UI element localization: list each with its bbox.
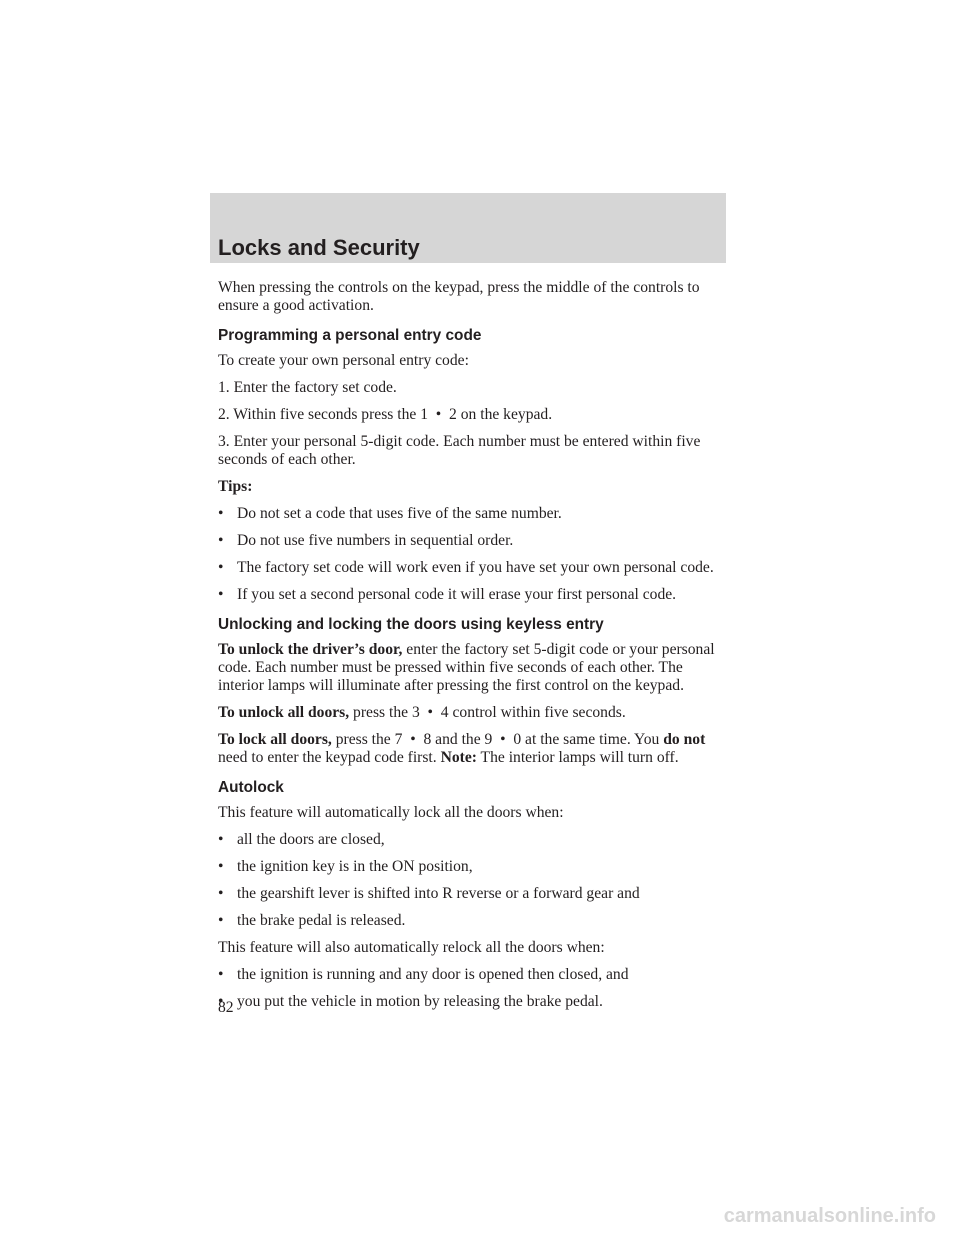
tips-list	[218, 505, 730, 604]
lock-all-paragraph	[218, 731, 730, 767]
autolock-item: • the gearshift lever is shifted into R reverse or a forward gear and	[218, 885, 730, 903]
keyless-heading: Unlocking and locking the doors using keyless entry	[218, 616, 604, 633]
lock-all-text-2: need to enter the keypad code first.	[218, 749, 441, 766]
intro-paragraph: When pressing the controls on the keypad, press the middle of the controls to ensure a good activation.	[218, 279, 700, 314]
autolock-item: • you put the vehicle in motion by releasing the brake pedal.	[218, 993, 730, 1011]
autolock-list-2	[218, 966, 730, 1011]
tips-label: Tips:	[218, 478, 253, 495]
tip-item: • Do not set a code that uses five of the same number.	[218, 505, 730, 523]
unlock-all-label: To unlock all doors,	[218, 704, 350, 721]
tip-item: • If you set a second personal code it will erase your first personal code.	[218, 586, 730, 604]
page-number: 82	[218, 999, 234, 1016]
tip-item: • Do not use five numbers in sequential order.	[218, 532, 730, 550]
unlock-all-text: press the 3 • 4 control within five seconds.	[349, 704, 626, 721]
programming-step: 2. Within five seconds press the 1 • 2 on the keypad.	[218, 406, 553, 423]
autolock-item: • the ignition key is in the ON position,	[218, 858, 730, 876]
footer-watermark: carmanualsonline.info	[723, 1205, 936, 1227]
autolock-lead: This feature will automatically lock all the doors when:	[218, 804, 564, 821]
autolock-item: • all the doors are closed,	[218, 831, 730, 849]
autolock-item: • the ignition is running and any door is opened then closed, and	[218, 966, 730, 984]
lock-do-not: do not	[663, 731, 706, 748]
lock-all-text: press the 7 • 8 and the 9 • 0 at the same time. You	[331, 731, 664, 748]
note-label: Note:	[440, 749, 477, 766]
autolock-heading: Autolock	[218, 779, 284, 796]
tip-item: • The factory set code will work even if you have set your own personal code.	[218, 559, 730, 577]
section-title: Locks and Security	[218, 235, 420, 260]
programming-step: 1. Enter the factory set code.	[218, 379, 397, 396]
programming-heading: Programming a personal entry code	[218, 327, 482, 344]
unlock-driver-text: enter the factory set 5-digit code or your personal code. Each number must be pressed within five seconds of each other. The interior lamps will illuminate after pressing the first control on the keypad.	[218, 641, 715, 694]
unlock-all-paragraph	[218, 704, 730, 722]
programming-step: 3. Enter your personal 5-digit code. Each number must be entered within five seconds of each other.	[218, 433, 701, 468]
autolock-lead-2: This feature will also automatically relock all the doors when:	[218, 939, 605, 956]
programming-lead: To create your own personal entry code:	[218, 352, 469, 369]
unlock-driver-label: To unlock the driver’s door,	[218, 641, 403, 658]
unlock-driver-paragraph	[218, 641, 730, 695]
section-header-band	[210, 193, 726, 263]
autolock-list	[218, 831, 730, 930]
lock-all-label: To lock all doors,	[218, 731, 332, 748]
note-text: The interior lamps will turn off.	[476, 749, 679, 766]
autolock-item: • the brake pedal is released.	[218, 912, 730, 930]
page-content	[218, 279, 730, 1020]
